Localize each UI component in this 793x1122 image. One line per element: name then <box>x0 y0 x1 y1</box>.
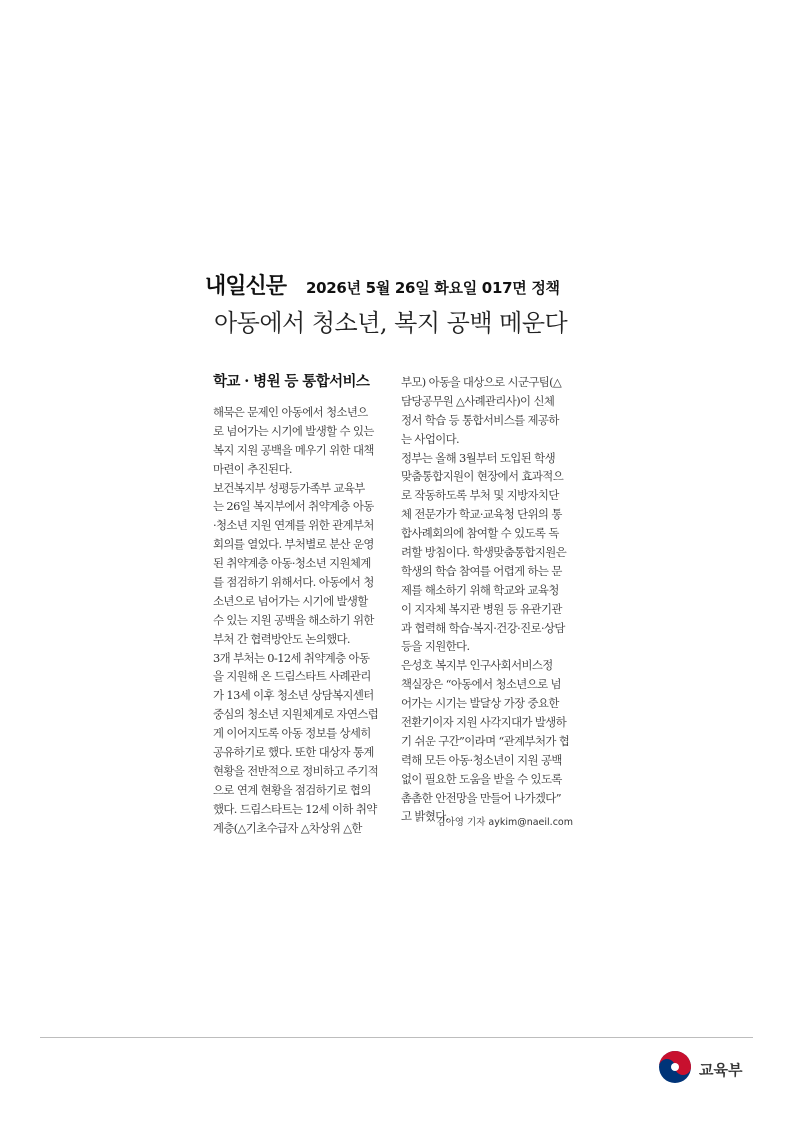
article-text-line: 부처 간 협력방안도 논의했다. <box>213 631 350 646</box>
left-column-body <box>213 403 393 837</box>
article-text-line: 이 지자체 복지관 병원 등 유관기관 <box>401 601 562 616</box>
article-text-line: 합사례회의에 참여할 수 있도록 독 <box>401 526 559 541</box>
article-text-line: 중심의 청소년 지원체계로 자연스럽 <box>213 707 379 722</box>
article-text-line: 력해 모든 아동·청소년이 지원 공백 <box>401 752 562 767</box>
article-text-line: 했다. 드림스타트는 12세 이하 취약 <box>213 801 377 816</box>
article-text-line: 기 쉬운 구간”이라며 “관계부처가 협 <box>401 733 570 748</box>
article-text-line: 부모) 아동을 대상으로 시군구팀(△ <box>401 375 562 389</box>
article-text-line: 소년으로 넘어가는 시기에 발생할 <box>213 593 368 608</box>
article-text-line: 과 협력해 학습·복지·건강·진로·상담 <box>401 620 565 635</box>
article-column-right <box>401 373 581 826</box>
article-text-line: 를 점검하기 위해서다. 아동에서 청 <box>213 575 374 590</box>
ministry-logo-text: 교육부 <box>699 1060 743 1079</box>
article-text-line: 보건복지부 성평등가족부 교육부 <box>213 480 365 495</box>
article-headline: 아동에서 청소년, 복지 공백 메운다 <box>214 309 568 337</box>
article-text-line: 담당공무원 △사례관리사)이 신체 <box>401 393 555 408</box>
right-column-body <box>401 373 581 826</box>
article-text-line: 가 13세 이후 청소년 상담복지센터 <box>213 688 374 703</box>
article-subhead: 학교 · 병원 등 통합서비스 <box>213 373 370 390</box>
article-text-line: 수 있는 지원 공백을 해소하기 위한 <box>213 612 374 627</box>
article-text-line: 등을 지원한다. <box>401 639 470 654</box>
article-text-line: 제를 해소하기 위해 학교와 교육청 <box>401 582 559 597</box>
article-text-line: 게 이어지도록 아동 정보를 상세히 <box>213 726 371 741</box>
article-text-line: 은성호 복지부 인구사회서비스정 <box>401 658 553 673</box>
article-text-line: 된 취약계층 아동·청소년 지원체계 <box>213 556 371 571</box>
article-text-line: 고 밝혔다. <box>401 809 449 824</box>
article-text-line: 을 지원해 온 드림스타트 사례관리 <box>213 669 371 684</box>
newspaper-name: 내일신문 <box>205 274 287 299</box>
article-text-line: 해묵은 문제인 아동에서 청소년으 <box>213 405 368 419</box>
article-text-line: 촘촘한 안전망을 만들어 나가겠다” <box>401 790 561 805</box>
article-text-line: 정부는 올해 3월부터 도입된 학생 <box>401 450 555 465</box>
article-text-line: 복지 지원 공백을 메우기 위한 대책 <box>213 442 374 457</box>
article-text-line: 책실장은 “아동에서 청소년으로 넘 <box>401 677 561 692</box>
edition-info: 2026년 5월 26일 화요일 017면 정책 <box>306 279 560 297</box>
article-text-line: 3개 부처는 0-12세 취약계층 아동 <box>213 650 370 665</box>
article-text-line: 체 전문가가 학교·교육청 단위의 통 <box>401 507 562 522</box>
article-text-line: 으로 연계 현황을 점검하기로 협의 <box>213 782 371 797</box>
article-text-line: 회의를 열었다. 부처별로 분산 운영 <box>213 537 374 552</box>
article-text-line: 전환기이자 지원 사각지대가 발생하 <box>401 715 567 730</box>
article-text-line: 맞춤통합지원이 현장에서 효과적으 <box>401 469 564 484</box>
article-text-line: 로 넘어가는 시기에 발생할 수 있는 <box>213 423 374 438</box>
taegeuk-emblem-icon <box>657 1049 693 1089</box>
article-text-line: 현황을 전반적으로 정비하고 주기적 <box>213 763 379 778</box>
article-text-line: 공유하기로 했다. 또한 대상자 통계 <box>213 745 374 760</box>
article-text-line: 마련이 추진된다. <box>213 461 292 476</box>
article-text-line: ·청소년 지원 연계를 위한 관계부처 <box>213 518 374 533</box>
article-text-line: 없이 필요한 도움을 받을 수 있도록 <box>401 771 562 786</box>
masthead <box>205 269 585 297</box>
article-byline: 김아영 기자 aykim@naeil.com <box>436 817 573 828</box>
article-text-line: 학생의 학습 참여를 어렵게 하는 문 <box>401 563 562 578</box>
article-text-line: 는 사업이다. <box>401 431 460 446</box>
article-text-line: 는 26일 복지부에서 취약계층 아동 <box>213 499 374 514</box>
ministry-logo <box>657 1049 742 1089</box>
article-text-line: 어가는 시기는 발달상 가장 중요한 <box>401 696 559 711</box>
article-text-line: 정서 학습 등 통합서비스를 제공하 <box>401 412 559 427</box>
article-column-left <box>213 373 393 837</box>
footer-divider <box>40 1037 753 1038</box>
article-text-line: 계층(△기초수급자 △차상위 △한 <box>213 820 362 835</box>
article-text-line: 려할 방침이다. 학생맞춤통합지원은 <box>401 545 567 560</box>
article-text-line: 로 작동하도록 부처 및 지방자치단 <box>401 488 559 503</box>
